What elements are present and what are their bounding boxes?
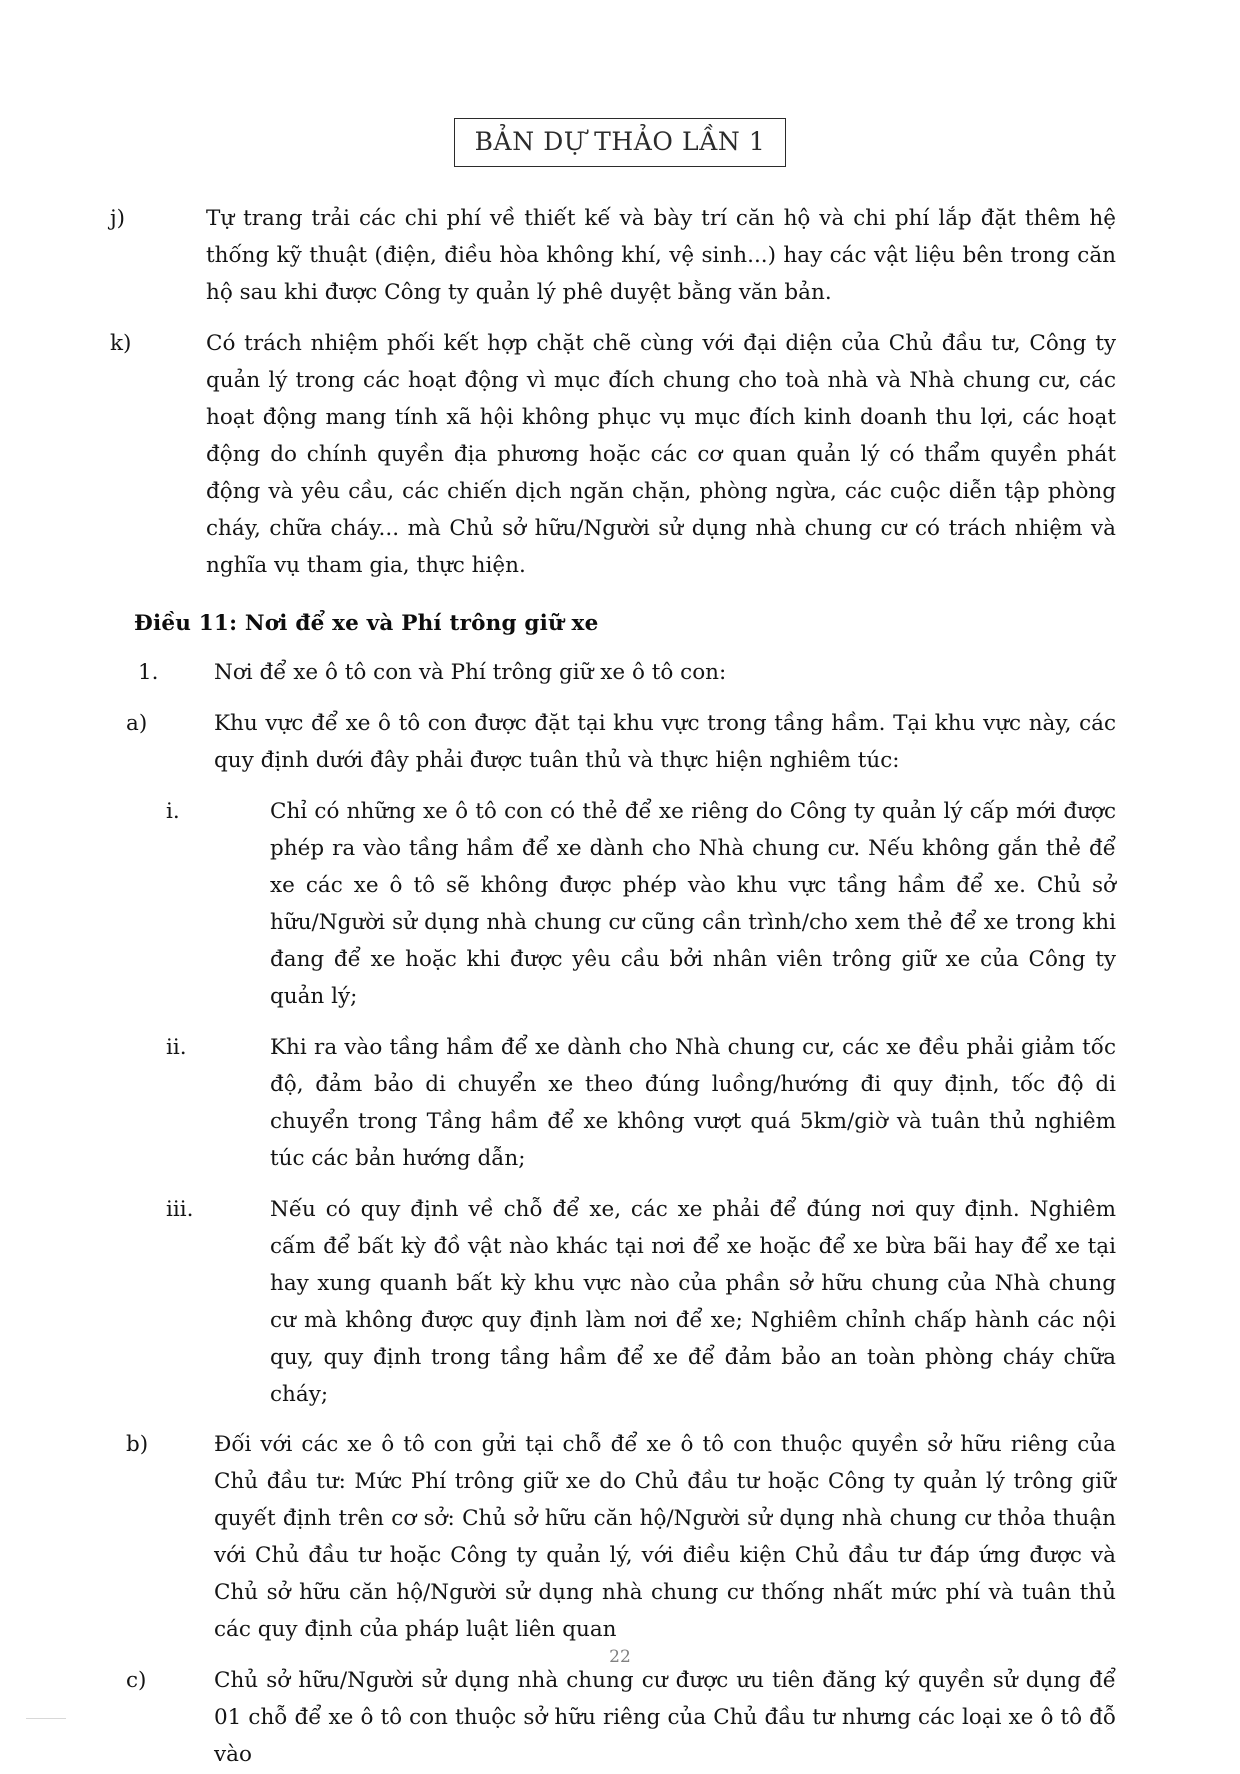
- section-heading-dieu-11: Điều 11: Nơi để xe và Phí trông giữ xe: [134, 610, 599, 636]
- paragraph-text: Chỉ có những xe ô tô con có thẻ để xe riêng do Công ty quản lý cấp mới được phép ra vào tầng hầm để xe dành cho Nhà chung cư. Nếu không gắn thẻ để xe các xe ô tô sẽ không được phép vào khu vực tầng hầm để xe. Chủ sở hữu/Người sử dụng nhà chung cư cũng cần trình/cho xem thẻ để xe trong khi đang để xe hoặc khi được yêu cầu bởi nhân viên trông giữ xe của Công ty quản lý;: [270, 798, 1116, 1009]
- list-marker: a): [126, 711, 148, 737]
- paragraph-a: [126, 706, 1116, 780]
- list-marker: 1.: [138, 660, 159, 686]
- paragraph-text: Khu vực để xe ô tô con được đặt tại khu vực trong tầng hầm. Tại khu vực này, các quy định dưới đây phải được tuân thủ và thực hiện nghiêm túc:: [214, 711, 1116, 774]
- paragraph-text: Có trách nhiệm phối kết hợp chặt chẽ cùng với đại diện của Chủ đầu tư, Công ty quản lý trong các hoạt động vì mục đích chung cho toà nhà và Nhà chung cư, các hoạt động mang tính xã hội không phục vụ mục đích kinh doanh thu lợi, các hoạt động do chính quyền địa phương hoặc các cơ quan quản lý có thẩm quyền phát động và yêu cầu, các chiến dịch ngăn chặn, phòng ngừa, các cuộc diễn tập phòng cháy, chữa cháy... mà Chủ sở hữu/Người sử dụng nhà chung cư có trách nhiệm và nghĩa vụ tham gia, thực hiện.: [206, 330, 1116, 578]
- list-marker: c): [126, 1668, 147, 1694]
- draft-stamp: BẢN DỰ THẢO LẦN 1: [454, 118, 787, 167]
- list-marker: iii.: [166, 1196, 194, 1222]
- list-marker: k): [110, 330, 132, 356]
- scan-edge-mark: [26, 1718, 66, 1719]
- paragraph-c: [126, 1663, 1116, 1774]
- paragraph-b: [126, 1427, 1116, 1649]
- paragraph-text: Tự trang trải các chi phí về thiết kế và bày trí căn hộ và chi phí lắp đặt thêm hệ thống kỹ thuật (điện, điều hòa không khí, vệ sinh...) hay các vật liệu bên trong căn hộ sau khi được Công ty quản lý phê duyệt bằng văn bản.: [206, 206, 1116, 305]
- paragraph-text: Nếu có quy định về chỗ để xe, các xe phải để đúng nơi quy định. Nghiêm cấm để bất kỳ đồ vật nào khác tại nơi để xe hoặc để xe bừa bãi hay để xe tại hay xung quanh bất kỳ khu vực nào của phần sở hữu chung của Nhà chung cư mà không được quy định làm nơi để xe; Nghiêm chỉnh chấp hành các nội quy, quy định trong tầng hầm để xe để đảm bảo an toàn phòng cháy chữa cháy;: [270, 1196, 1116, 1407]
- paragraph-k: [110, 326, 1116, 585]
- list-marker: ii.: [166, 1034, 187, 1060]
- paragraph-ii: [134, 1030, 1116, 1178]
- list-marker: b): [126, 1432, 149, 1458]
- paragraph-j: [110, 201, 1116, 312]
- paragraph-iii: [134, 1192, 1116, 1414]
- list-marker: i.: [166, 798, 180, 824]
- paragraph-text: Chủ sở hữu/Người sử dụng nhà chung cư được ưu tiên đăng ký quyền sử dụng để 01 chỗ để xe ô tô con thuộc sở hữu riêng của Chủ đầu tư nhưng các loại xe ô tô đỗ vào: [214, 1668, 1116, 1768]
- document-body: [112, 201, 1128, 1774]
- draft-stamp-container: [112, 118, 1128, 167]
- paragraph-text: Nơi để xe ô tô con và Phí trông giữ xe ô tô con:: [214, 660, 727, 686]
- list-marker: j): [110, 206, 126, 231]
- paragraph-text: Khi ra vào tầng hầm để xe dành cho Nhà chung cư, các xe đều phải giảm tốc độ, đảm bảo di chuyển xe theo đúng luồng/hướng đi quy định, tốc độ di chuyển trong Tầng hầm để xe không vượt quá 5km/giờ và tuân thủ nghiêm túc các bản hướng dẫn;: [270, 1034, 1116, 1171]
- paragraph-1: [134, 655, 1116, 692]
- page-number: 22: [609, 1647, 631, 1667]
- paragraph-i: [134, 794, 1116, 1016]
- paragraph-text: Đối với các xe ô tô con gửi tại chỗ để xe ô tô con thuộc quyền sở hữu riêng của Chủ đầu tư: Mức Phí trông giữ xe do Chủ đầu tư hoặc Công ty quản lý trông giữ quyết định trên cơ sở: Chủ sở hữu căn hộ/Người sử dụng nhà chung cư thỏa thuận với Chủ đầu tư hoặc Công ty quản lý, với điều kiện Chủ đầu tư đáp ứng được và Chủ sở hữu căn hộ/Người sử dụng nhà chung cư thống nhất mức phí và tuân thủ các quy định của pháp luật liên quan: [214, 1432, 1116, 1643]
